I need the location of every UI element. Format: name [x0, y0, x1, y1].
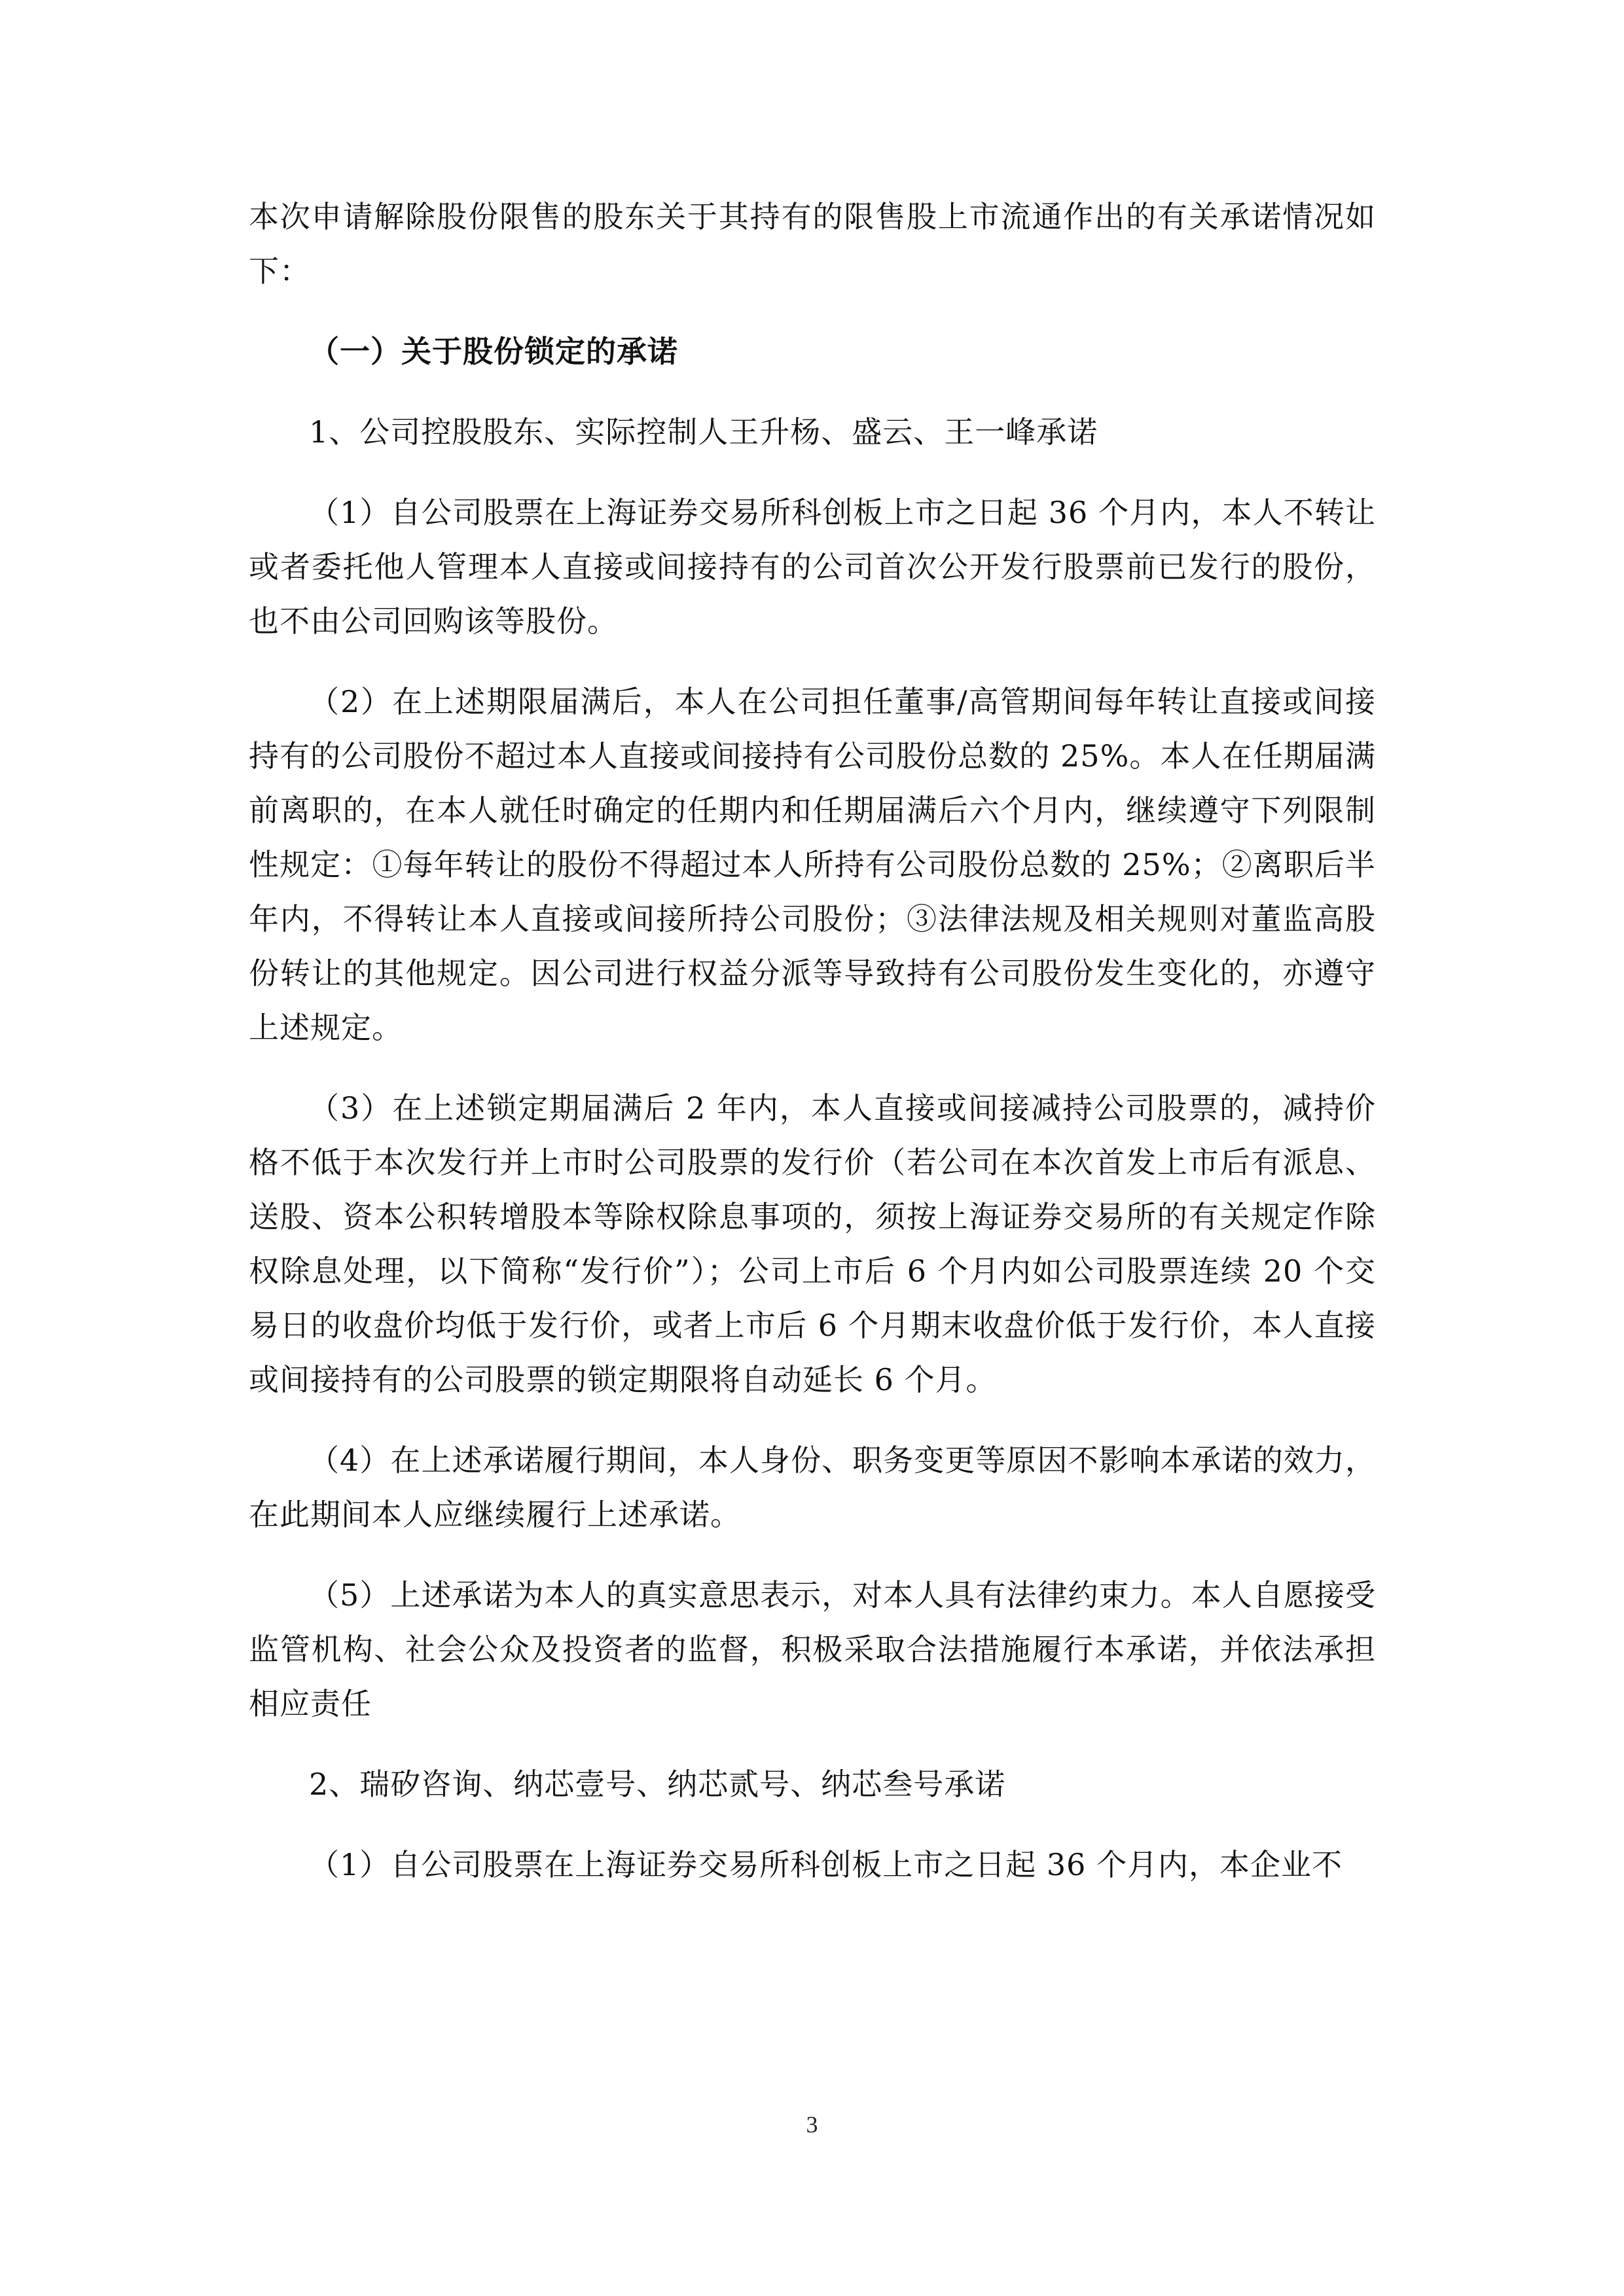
- commitment-item-2: （2）在上述期限届满后，本人在公司担任董事/高管期间每年转让直接或间接持有的公司股份不超过本人直接或间接持有公司股份总数的 25%。本人在任期届满前离职的，在本人就任时确定的任期内和任期届满后六个月内，继续遵守下列限制性规定：①每年转让的股份不得超过本人所持有公司股份总数的 25%；②离职后半年内，不得转让本人直接或间接所持公司股份；③法律法规及相关规则对董监高股份转让的其他规定。因公司进行权益分派等导致持有公司股份发生变化的，亦遵守上述规定。: [249, 684, 1376, 1045]
- section-heading-share-lock: （一）关于股份锁定的承诺: [309, 334, 678, 369]
- commitment-item-3: （3）在上述锁定期届满后 2 年内，本人直接或间接减持公司股票的，减持价格不低于本次发行并上市时公司股票的发行价（若公司在本次首发上市后有派息、送股、资本公积转增股本等除权除息事项的，须按上海证券交易所的有关规定作除权除息处理，以下简称“发行价”）；公司上市后 6 个月内如公司股票连续 20 个交易日的收盘价均低于发行价，或者上市后 6 个月期末收盘价低于发行价，本人直接或间接持有的公司股票的锁定期限将自动延长 6 个月。: [249, 1090, 1376, 1397]
- commitment-item-entity-1: （1）自公司股票在上海证券交易所科创板上市之日起 36 个月内，本企业不: [309, 1847, 1343, 1882]
- document-body: [249, 190, 1376, 1918]
- subheading-controlling-shareholders: 1、公司控股股东、实际控制人王升杨、盛云、王一峰承诺: [309, 414, 1098, 450]
- commitment-item-1: （1）自公司股票在上海证券交易所科创板上市之日起 36 个月内，本人不转让或者委托他人管理本人直接或间接持有的公司首次公开发行股票前已发行的股份，也不由公司回购该等股份。: [249, 495, 1376, 639]
- intro-paragraph: 本次申请解除股份限售的股东关于其持有的限售股上市流通作出的有关承诺情况如下：: [249, 199, 1376, 289]
- page-number: 3: [806, 2111, 818, 2138]
- subheading-holding-entities: 2、瑞矽咨询、纳芯壹号、纳芯贰号、纳芯叁号承诺: [309, 1767, 1006, 1802]
- commitment-item-5: （5）上述承诺为本人的真实意思表示，对本人具有法律约束力。本人自愿接受监管机构、社会公众及投资者的监督，积极采取合法措施履行本承诺，并依法承担相应责任: [249, 1577, 1376, 1721]
- commitment-item-4: （4）在上述承诺履行期间，本人身份、职务变更等原因不影响本承诺的效力，在此期间本人应继续履行上述承诺。: [249, 1443, 1376, 1532]
